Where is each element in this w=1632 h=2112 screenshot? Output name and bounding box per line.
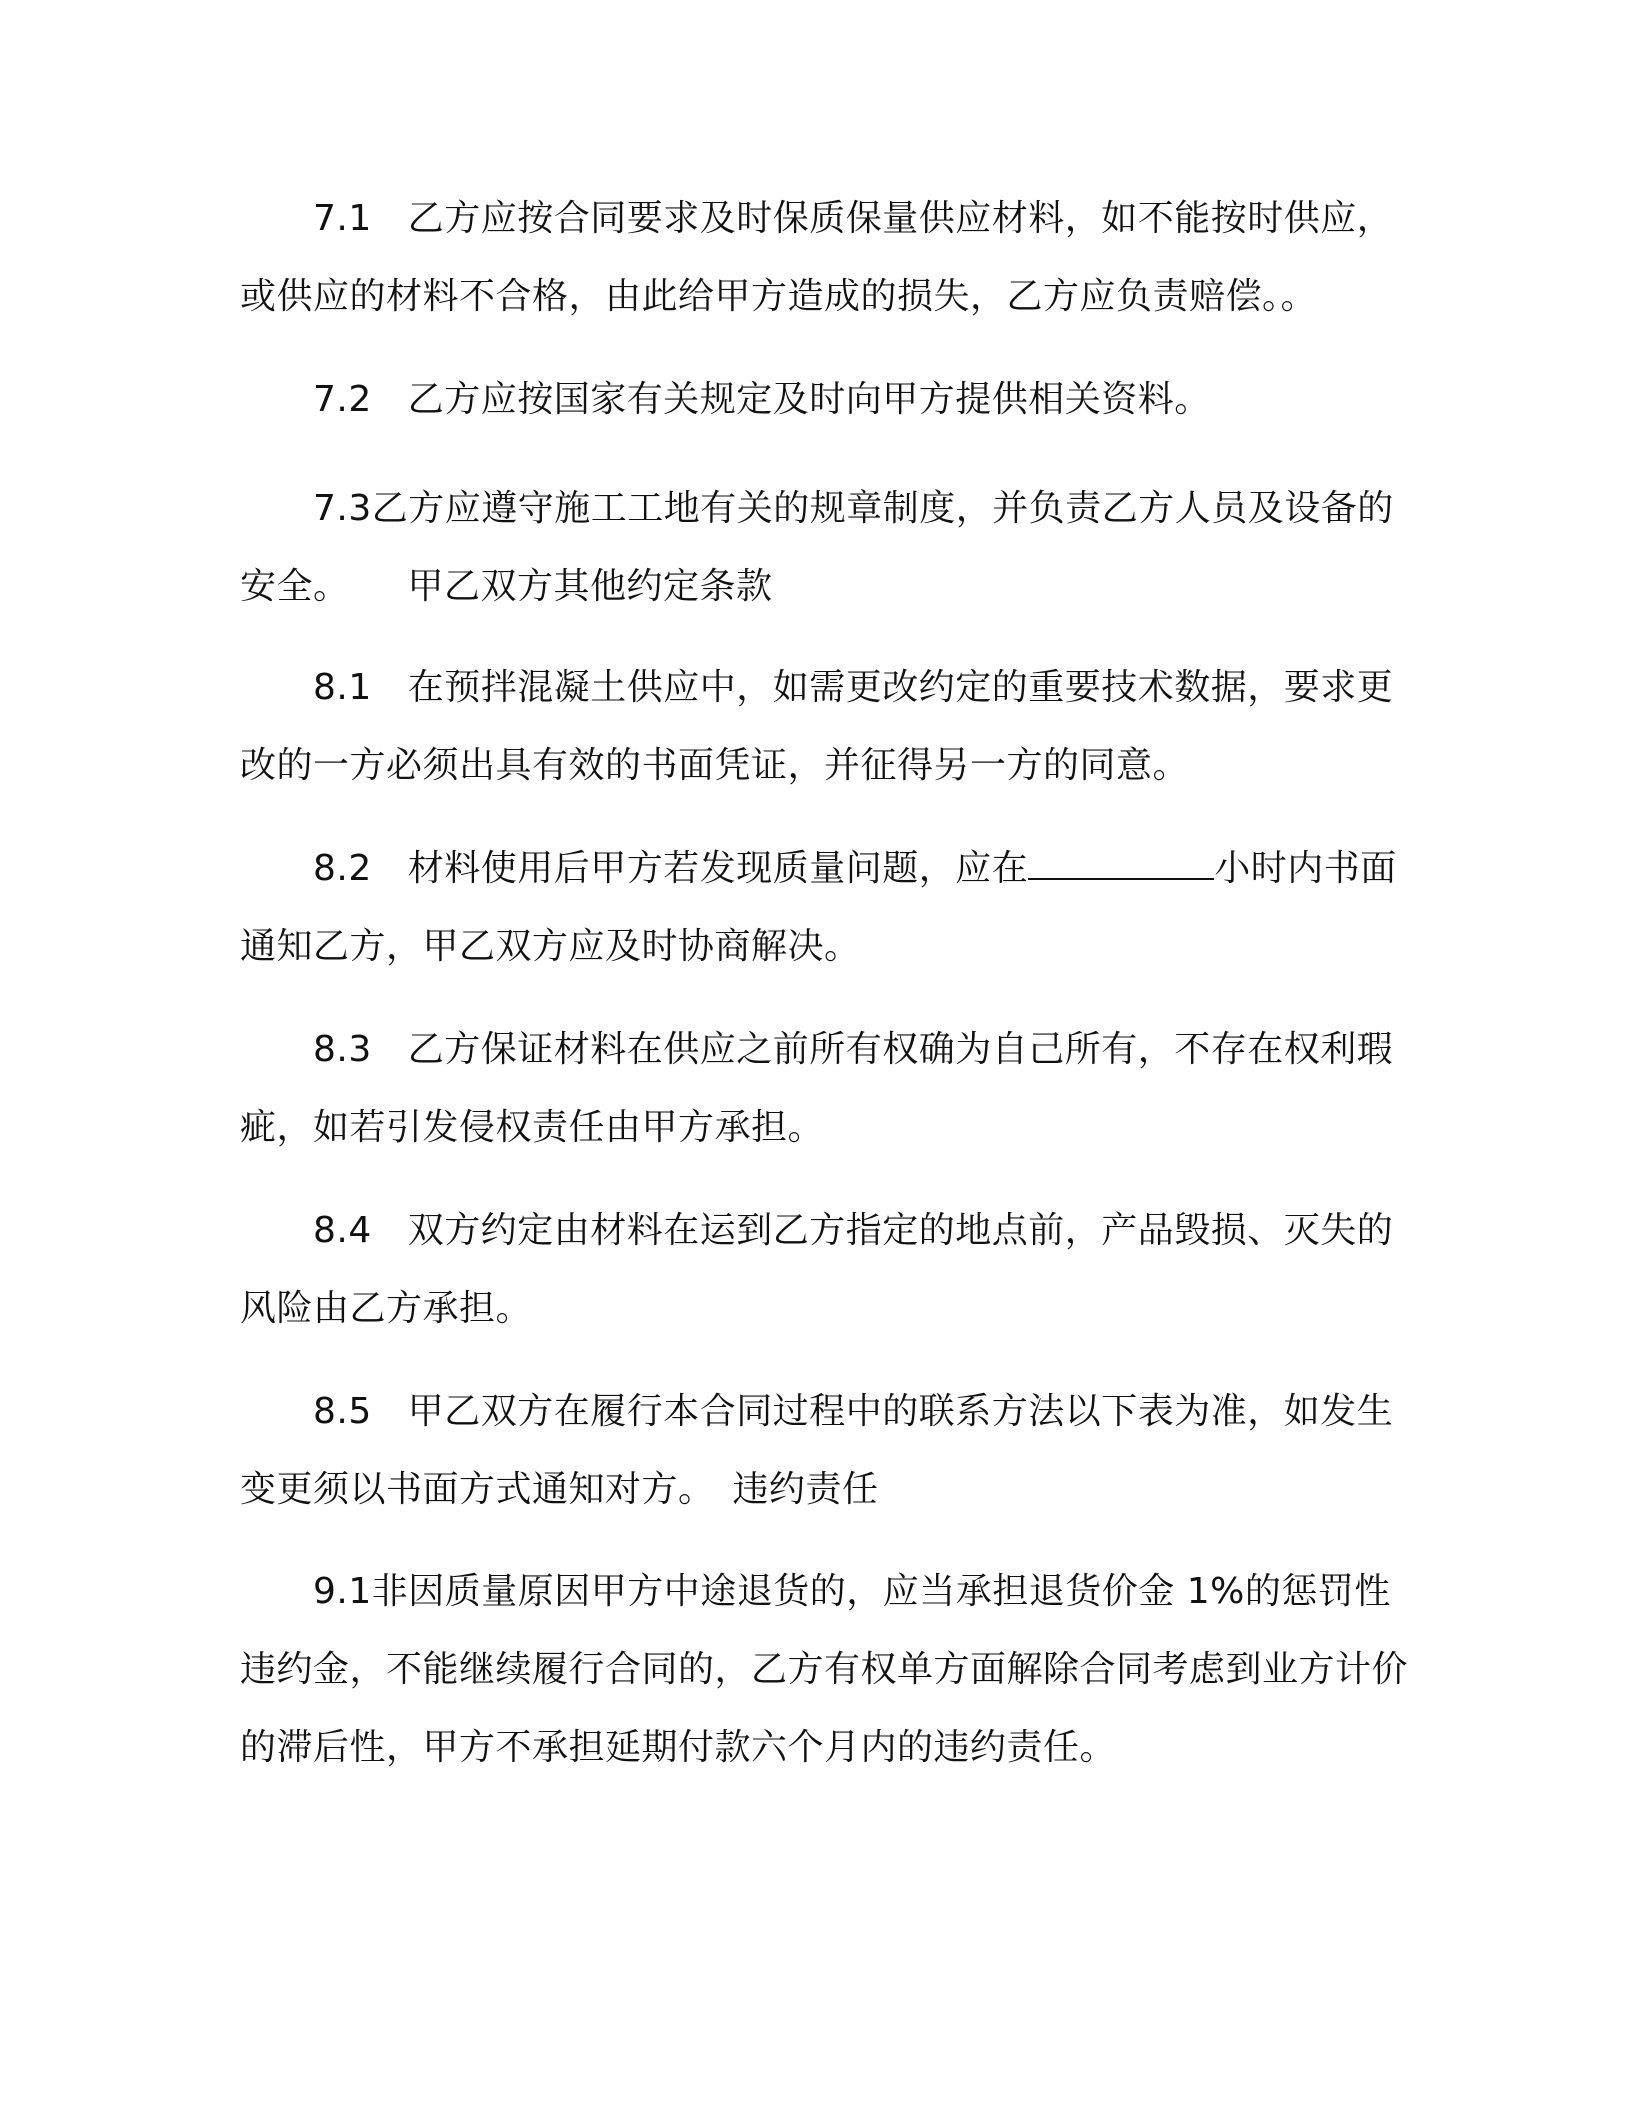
clause-text: 甲乙双方在履行本合同过程中的联系方法以下表为准，如发生变更须以书面方式通知对方。 bbox=[240, 1391, 1394, 1510]
clause-7-3 bbox=[240, 470, 1410, 626]
clause-text: 非因质量原因甲方中途退货的，应当承担退货价金 1%的惩罚性违约金，不能继续履行合同的，乙方有权单方面解除合同考虑到业方计价的滞后性，甲方不承担延期付款六个月内的违约责任。 bbox=[240, 1571, 1409, 1768]
section-heading-9: 违约责任 bbox=[732, 1469, 879, 1510]
clause-text: 在预拌混凝土供应中，如需更改约定的重要技术数据，要求更改的一方必须出具有效的书面凭证，并征得另一方的同意。 bbox=[240, 667, 1394, 786]
clause-number: 7.2 bbox=[313, 379, 372, 420]
clause-number: 7.1 bbox=[313, 198, 372, 239]
clause-number: 8.2 bbox=[313, 848, 372, 889]
clause-text: 乙方保证材料在供应之前所有权确为自己所有，不存在权利瑕疵，如若引发侵权责任由甲方承担。 bbox=[240, 1029, 1394, 1148]
section-heading-8: 甲乙双方其他约定条款 bbox=[407, 566, 773, 607]
clause-number: 8.4 bbox=[313, 1210, 372, 1251]
clause-number: 7.3 bbox=[313, 488, 372, 529]
clause-9-1 bbox=[240, 1553, 1410, 1787]
clause-number: 9.1 bbox=[313, 1571, 372, 1612]
clause-text: 双方约定由材料在运到乙方指定的地点前，产品毁损、灭失的风险由乙方承担。 bbox=[240, 1210, 1394, 1329]
clause-8-4 bbox=[240, 1192, 1410, 1348]
clause-8-3 bbox=[240, 1011, 1410, 1167]
clause-8-2 bbox=[240, 830, 1410, 986]
clause-text-after: 小时内书面通知乙方，甲乙双方应及时协商解决。 bbox=[240, 848, 1397, 967]
clause-text-before: 材料使用后甲方若发现质量问题，应在 bbox=[407, 848, 1029, 889]
clause-text: 乙方应按合同要求及时保质保量供应材料，如不能按时供应，或供应的材料不合格，由此给甲方造成的损失，乙方应负责赔偿。。 bbox=[240, 198, 1394, 317]
clause-number: 8.3 bbox=[313, 1029, 372, 1070]
clause-text: 乙方应遵守施工工地有关的规章制度，并负责乙方人员及设备的安全。 bbox=[240, 488, 1394, 607]
clause-7-1 bbox=[240, 180, 1410, 336]
clause-8-1 bbox=[240, 649, 1410, 805]
fill-in-blank bbox=[1028, 848, 1214, 880]
clause-number: 8.5 bbox=[313, 1391, 372, 1432]
clause-8-5 bbox=[240, 1373, 1410, 1529]
clause-number: 8.1 bbox=[313, 667, 372, 708]
clause-text: 乙方应按国家有关规定及时向甲方提供相关资料。 bbox=[407, 379, 1211, 420]
clause-7-2 bbox=[240, 361, 1410, 439]
